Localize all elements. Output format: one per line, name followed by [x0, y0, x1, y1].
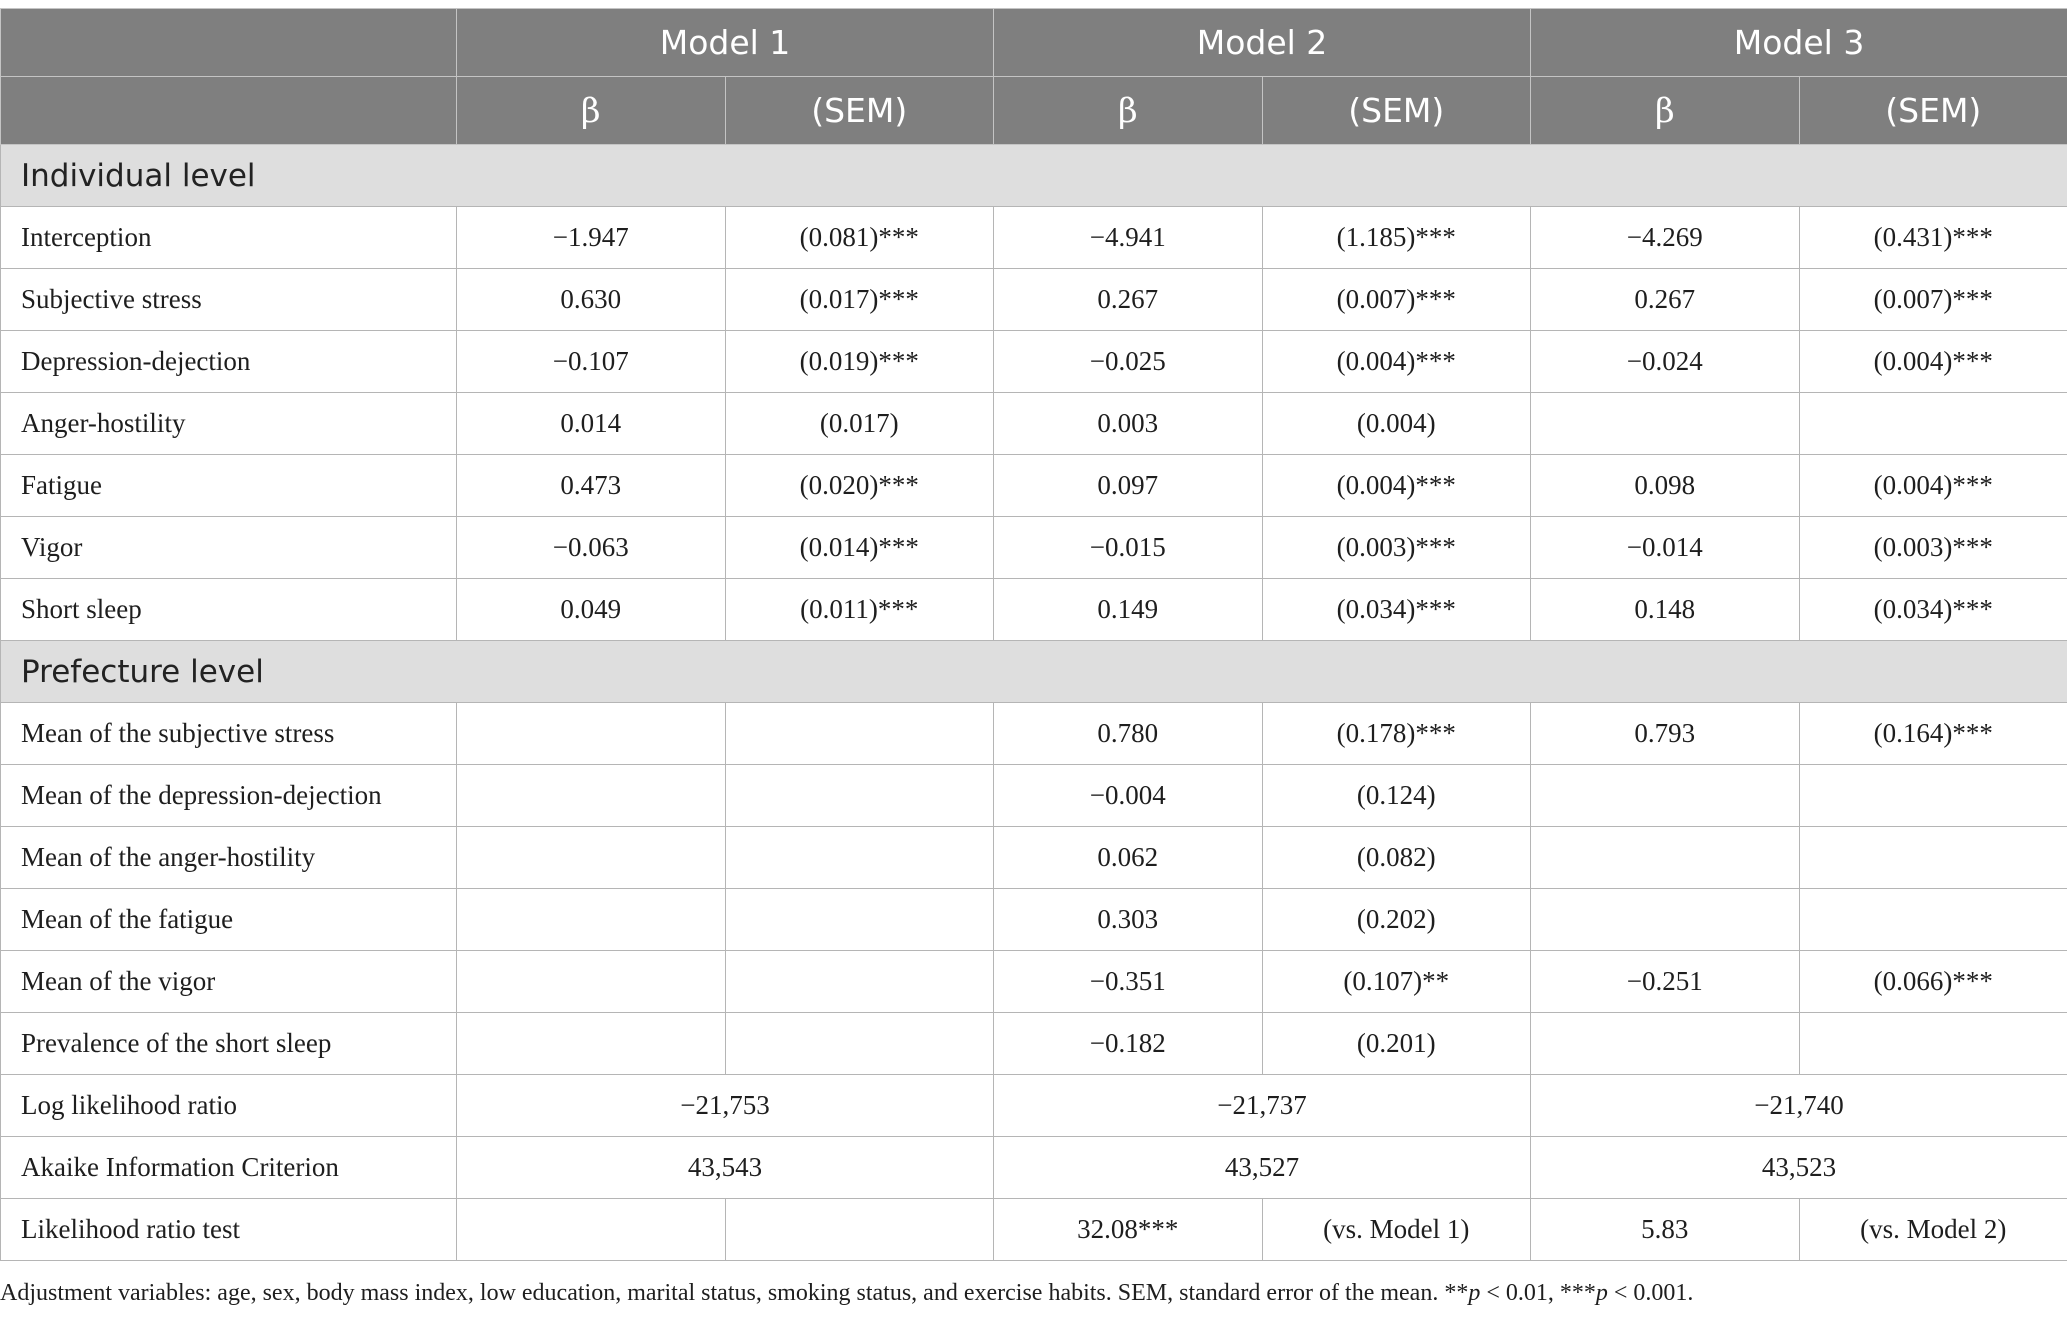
row-label: Subjective stress — [1, 269, 457, 331]
sem-cell — [725, 951, 994, 1013]
beta-cell: 0.097 — [994, 455, 1263, 517]
sem-cell: (0.014)*** — [725, 517, 994, 579]
table-row — [1, 269, 2067, 331]
beta-cell: 0.780 — [994, 703, 1263, 765]
table-row — [1, 889, 2067, 951]
table-row — [1, 207, 2067, 269]
beta-cell: 0.149 — [994, 579, 1263, 641]
sem-cell: (0.034)*** — [1799, 579, 2067, 641]
lrt-stat-cell: 32.08*** — [994, 1199, 1263, 1261]
beta-cell: 0.014 — [457, 393, 726, 455]
lrt-stat-cell — [457, 1199, 726, 1261]
sem-cell: (0.004)*** — [1799, 331, 2067, 393]
sem-cell: (0.201) — [1262, 1013, 1531, 1075]
beta-cell: 0.062 — [994, 827, 1263, 889]
footnote-mid: < 0.01, *** — [1480, 1280, 1596, 1306]
sem-cell — [725, 889, 994, 951]
sem-cell: (0.124) — [1262, 765, 1531, 827]
model-1-header: Model 1 — [457, 9, 994, 77]
sem-cell: (0.011)*** — [725, 579, 994, 641]
sem-cell: (0.004)*** — [1799, 455, 2067, 517]
fit-value-cell: 43,527 — [994, 1137, 1531, 1199]
beta-cell — [457, 889, 726, 951]
lrt-ref-cell: (vs. Model 1) — [1262, 1199, 1531, 1261]
beta-cell: 0.630 — [457, 269, 726, 331]
sem-cell: (0.066)*** — [1799, 951, 2067, 1013]
table-row — [1, 517, 2067, 579]
sem-cell: (0.007)*** — [1262, 269, 1531, 331]
fit-row — [1, 1137, 2067, 1199]
beta-header: β — [994, 77, 1263, 145]
beta-cell — [457, 1013, 726, 1075]
beta-cell — [457, 951, 726, 1013]
lrt-stat-cell: 5.83 — [1531, 1199, 1800, 1261]
sem-cell — [1799, 889, 2067, 951]
sem-cell: (0.003)*** — [1262, 517, 1531, 579]
sem-cell: (0.431)*** — [1799, 207, 2067, 269]
sem-cell: (0.178)*** — [1262, 703, 1531, 765]
table-row — [1, 331, 2067, 393]
beta-cell: 0.148 — [1531, 579, 1800, 641]
beta-cell: −4.269 — [1531, 207, 1800, 269]
sem-cell — [1799, 1013, 2067, 1075]
fit-value-cell: 43,523 — [1531, 1137, 2067, 1199]
stat-header-row — [1, 77, 2067, 145]
row-label: Akaike Information Criterion — [1, 1137, 457, 1199]
row-label: Interception — [1, 207, 457, 269]
sem-cell — [725, 765, 994, 827]
beta-cell — [1531, 827, 1800, 889]
beta-cell: 0.049 — [457, 579, 726, 641]
regression-table — [0, 8, 2067, 1261]
beta-cell: 0.267 — [1531, 269, 1800, 331]
sem-cell: (0.004)*** — [1262, 331, 1531, 393]
sem-cell: (0.017) — [725, 393, 994, 455]
footnote-end: < 0.001. — [1607, 1280, 1694, 1306]
sem-cell: (0.164)*** — [1799, 703, 2067, 765]
table-footnote — [0, 1280, 2067, 1307]
sem-cell: (0.034)*** — [1262, 579, 1531, 641]
beta-cell: −0.063 — [457, 517, 726, 579]
beta-cell — [457, 827, 726, 889]
lrt-ref-cell: (vs. Model 2) — [1799, 1199, 2067, 1261]
sem-cell — [725, 703, 994, 765]
row-label: Mean of the fatigue — [1, 889, 457, 951]
sem-cell: (0.003)*** — [1799, 517, 2067, 579]
beta-cell: −0.107 — [457, 331, 726, 393]
beta-cell — [1531, 1013, 1800, 1075]
beta-cell — [1531, 393, 1800, 455]
section-header-row — [1, 145, 2067, 207]
regression-table-container — [0, 8, 2067, 1261]
corner-cell — [1, 9, 457, 77]
table-row — [1, 579, 2067, 641]
fit-row — [1, 1199, 2067, 1261]
beta-cell: −0.015 — [994, 517, 1263, 579]
footnote-text: Adjustment variables: age, sex, body mass index, low education, marital status, smoking status, and exercise habits. SEM, standard error of the mean. ** — [0, 1280, 1469, 1306]
sem-cell — [1799, 765, 2067, 827]
row-label: Depression-dejection — [1, 331, 457, 393]
section-title: Individual level — [1, 145, 2067, 207]
beta-cell: −0.025 — [994, 331, 1263, 393]
beta-cell: 0.267 — [994, 269, 1263, 331]
row-label: Anger-hostility — [1, 393, 457, 455]
beta-cell: 0.303 — [994, 889, 1263, 951]
sem-cell — [1799, 827, 2067, 889]
sem-cell: (0.004)*** — [1262, 455, 1531, 517]
sem-cell: (0.004) — [1262, 393, 1531, 455]
sem-cell: (0.202) — [1262, 889, 1531, 951]
beta-cell: −4.941 — [994, 207, 1263, 269]
beta-cell: 0.003 — [994, 393, 1263, 455]
beta-cell: −0.182 — [994, 1013, 1263, 1075]
row-label: Mean of the vigor — [1, 951, 457, 1013]
sem-cell — [725, 1013, 994, 1075]
model-3-header: Model 3 — [1531, 9, 2067, 77]
beta-cell — [1531, 889, 1800, 951]
beta-cell — [457, 703, 726, 765]
corner-cell — [1, 77, 457, 145]
sem-cell — [1799, 393, 2067, 455]
beta-cell: 0.473 — [457, 455, 726, 517]
beta-header: β — [457, 77, 726, 145]
beta-header: β — [1531, 77, 1800, 145]
section-header-row — [1, 641, 2067, 703]
row-label: Short sleep — [1, 579, 457, 641]
fit-value-cell: 43,543 — [457, 1137, 994, 1199]
table-row — [1, 827, 2067, 889]
fit-value-cell: −21,753 — [457, 1075, 994, 1137]
sem-cell: (0.107)** — [1262, 951, 1531, 1013]
sem-cell: (0.081)*** — [725, 207, 994, 269]
beta-cell — [1531, 765, 1800, 827]
beta-cell: 0.793 — [1531, 703, 1800, 765]
row-label: Mean of the depression-dejection — [1, 765, 457, 827]
sem-cell: (0.019)*** — [725, 331, 994, 393]
beta-cell: −0.251 — [1531, 951, 1800, 1013]
row-label: Likelihood ratio test — [1, 1199, 457, 1261]
table-row — [1, 1013, 2067, 1075]
lrt-ref-cell — [725, 1199, 994, 1261]
sem-cell: (1.185)*** — [1262, 207, 1531, 269]
table-header — [1, 9, 2067, 145]
sem-cell: (0.082) — [1262, 827, 1531, 889]
fit-value-cell: −21,740 — [1531, 1075, 2067, 1137]
beta-cell: −0.014 — [1531, 517, 1800, 579]
beta-cell: −0.351 — [994, 951, 1263, 1013]
fit-value-cell: −21,737 — [994, 1075, 1531, 1137]
beta-cell: −1.947 — [457, 207, 726, 269]
table-row — [1, 951, 2067, 1013]
table-row — [1, 393, 2067, 455]
row-label: Prevalence of the short sleep — [1, 1013, 457, 1075]
row-label: Fatigue — [1, 455, 457, 517]
footnote-p-symbol: p — [1595, 1280, 1608, 1306]
table-row — [1, 455, 2067, 517]
beta-cell — [457, 765, 726, 827]
model-header-row — [1, 9, 2067, 77]
sem-header: (SEM) — [1262, 77, 1531, 145]
sem-cell — [725, 827, 994, 889]
table-row — [1, 703, 2067, 765]
sem-cell: (0.007)*** — [1799, 269, 2067, 331]
footnote-p-symbol: p — [1468, 1280, 1481, 1306]
sem-cell: (0.020)*** — [725, 455, 994, 517]
section-title: Prefecture level — [1, 641, 2067, 703]
sem-header: (SEM) — [1799, 77, 2067, 145]
row-label: Mean of the subjective stress — [1, 703, 457, 765]
row-label: Mean of the anger-hostility — [1, 827, 457, 889]
row-label: Log likelihood ratio — [1, 1075, 457, 1137]
sem-header: (SEM) — [725, 77, 994, 145]
beta-cell: 0.098 — [1531, 455, 1800, 517]
table-body — [1, 145, 2067, 1261]
beta-cell: −0.024 — [1531, 331, 1800, 393]
sem-cell: (0.017)*** — [725, 269, 994, 331]
beta-cell: −0.004 — [994, 765, 1263, 827]
table-row — [1, 765, 2067, 827]
fit-row — [1, 1075, 2067, 1137]
model-2-header: Model 2 — [994, 9, 1531, 77]
row-label: Vigor — [1, 517, 457, 579]
